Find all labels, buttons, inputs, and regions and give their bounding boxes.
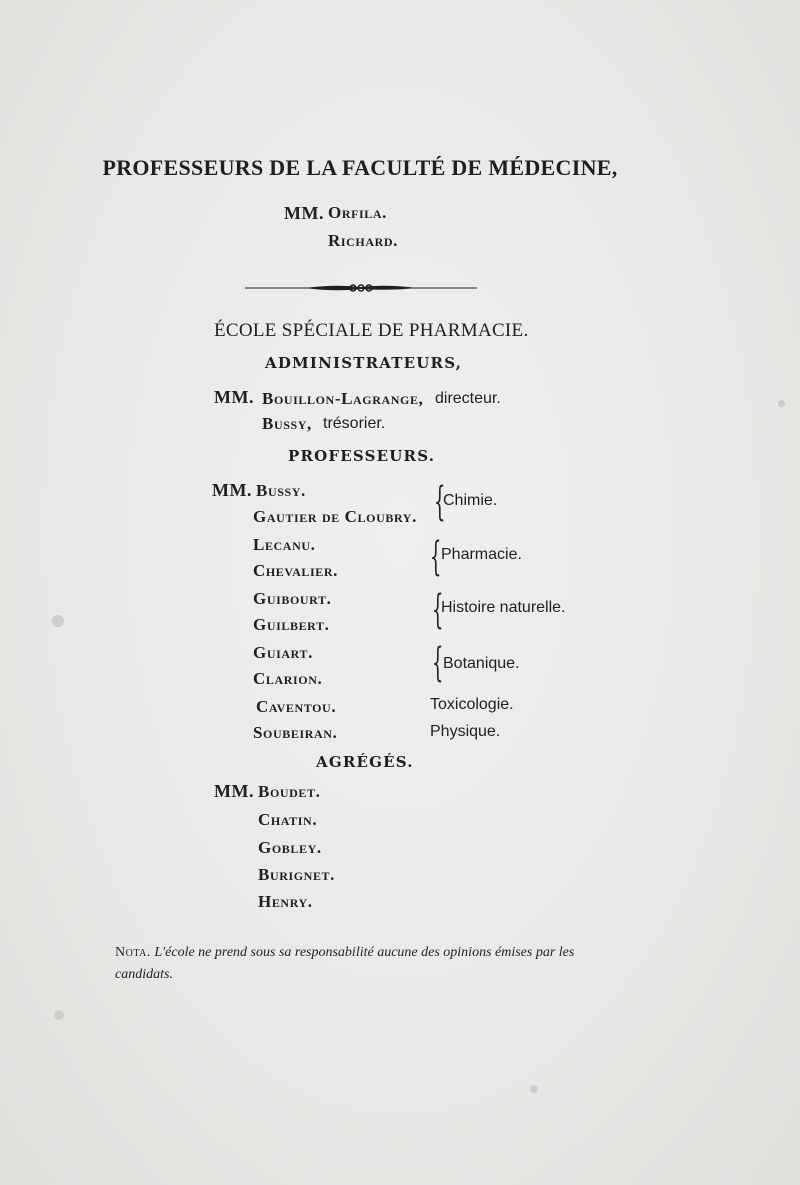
professors-mm-label: MM. [212, 480, 252, 500]
administrator-name: Bussy, [262, 414, 312, 433]
professor-name: Chevalier. [253, 561, 338, 580]
agreges-heading: AGRÉGÉS. [316, 753, 414, 771]
brace-icon: { [434, 479, 446, 525]
professor-name: Caventou. [256, 697, 337, 716]
administrator-role: trésorier. [323, 415, 386, 432]
agrege-name: Burignet. [258, 865, 335, 884]
professor-name: Guiart. [253, 643, 313, 662]
administrators-mm-label: MM. [214, 387, 254, 407]
faculty-name: Orfila. [328, 203, 388, 222]
note-line-1 [115, 945, 574, 961]
administrators-heading: ADMINISTRATEURS, [265, 354, 463, 372]
paper-speck [54, 1010, 64, 1020]
subject-label: Botanique. [443, 655, 520, 672]
faculty-name: Richard. [328, 231, 398, 250]
agrege-name: Henry. [258, 892, 313, 911]
faculty-mm-label: MM. [284, 203, 324, 223]
subject-label: Histoire naturelle. [441, 599, 566, 616]
professor-name: Guibourt. [253, 589, 332, 608]
brace-icon: { [432, 640, 444, 686]
professor-name: Clarion. [253, 669, 323, 688]
agrege-name: Boudet. [258, 782, 321, 801]
ornamental-divider [245, 281, 477, 295]
paper-speck [52, 615, 64, 627]
professor-name: Gautier de Cloubry. [253, 507, 417, 526]
administrator-name: Bouillon-Lagrange, [262, 389, 424, 408]
subject-label: Chimie. [443, 492, 498, 509]
subject-label: Toxicologie. [430, 696, 514, 713]
agrege-name: Gobley. [258, 838, 322, 857]
school-heading: ÉCOLE SPÉCIALE DE PHARMACIE. [214, 320, 529, 341]
agrege-name: Chatin. [258, 810, 318, 829]
professor-name: Soubeiran. [253, 723, 338, 742]
paper-speck [530, 1085, 538, 1093]
paper-speck [778, 400, 785, 407]
professor-name: Guilbert. [253, 615, 330, 634]
agreges-mm-label: MM. [214, 781, 254, 801]
professor-name: Bussy. [256, 481, 306, 500]
note-line-2: candidats. [115, 967, 173, 982]
faculty-heading: PROFESSEURS DE LA FACULTÉ DE MÉDECINE, [102, 155, 618, 180]
subject-label: Physique. [430, 723, 501, 740]
note-label: Nota. [115, 945, 151, 960]
professor-name: Lecanu. [253, 535, 316, 554]
professors-heading: PROFESSEURS. [288, 447, 436, 465]
brace-icon: { [432, 587, 444, 633]
administrator-role: directeur. [435, 390, 501, 407]
note-text: L'école ne prend sous sa responsabilité aucune des opinions émises par les [154, 945, 575, 960]
brace-icon: { [430, 534, 442, 580]
subject-label: Pharmacie. [441, 546, 522, 563]
